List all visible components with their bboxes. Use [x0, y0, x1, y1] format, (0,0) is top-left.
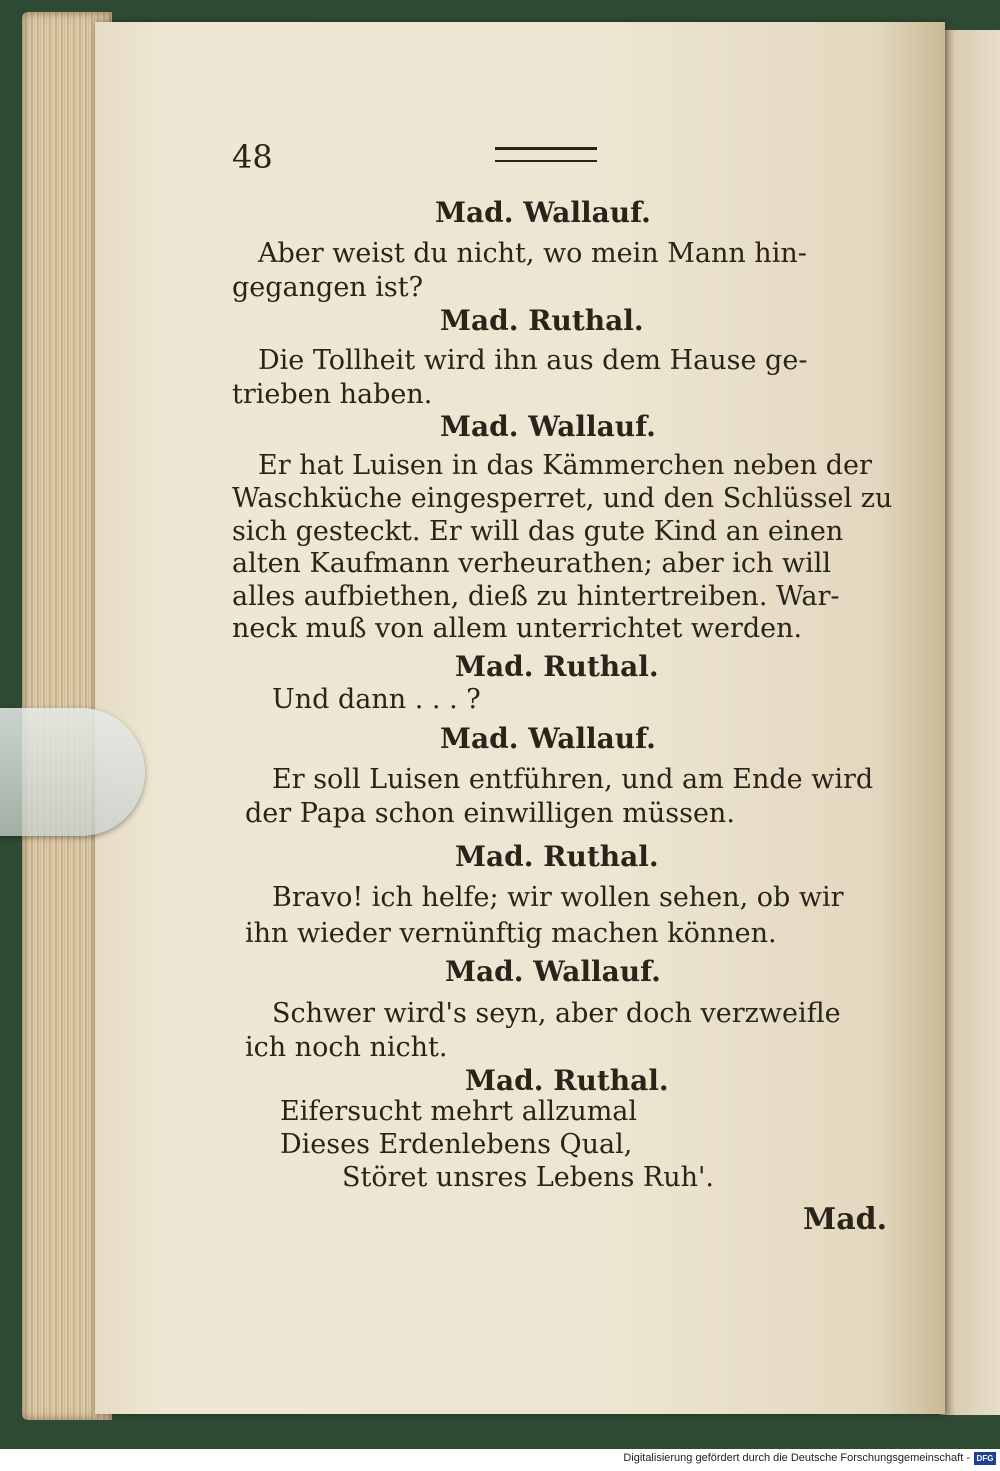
page-clip	[0, 708, 145, 836]
dialogue-line: Die Tollheit wird ihn aus dem Hause ge-	[258, 345, 808, 376]
funding-credit: Digitalisierung gefördert durch die Deutsche Forschungsgemeinschaft -	[623, 1452, 970, 1464]
speaker-heading: Mad. Wallauf.	[435, 196, 651, 229]
dialogue-line: Schwer wird's seyn, aber doch verzweifle	[272, 998, 841, 1029]
dialogue-line: Aber weist du nicht, wo mein Mann hin-	[258, 238, 807, 269]
header-rule	[495, 147, 597, 162]
dialogue-line: trieben haben.	[232, 379, 433, 410]
page-number: 48	[232, 138, 273, 176]
verse-line: Dieses Erdenlebens Qual,	[280, 1129, 633, 1160]
dfg-logo: DFG	[974, 1452, 996, 1465]
dialogue-line: neck muß von allem unterrichtet werden.	[232, 613, 803, 644]
facing-page-edge	[940, 30, 1000, 1415]
catchword: Mad.	[803, 1202, 888, 1237]
speaker-heading: Mad. Ruthal.	[455, 840, 659, 873]
speaker-heading: Mad. Wallauf.	[440, 722, 656, 755]
dialogue-line: sich gesteckt. Er will das gute Kind an einen	[232, 516, 844, 547]
dialogue-line: gegangen ist?	[232, 272, 424, 303]
speaker-heading: Mad. Ruthal.	[455, 650, 659, 683]
dialogue-line: alles aufbiethen, dieß zu hintertreiben. War-	[232, 581, 840, 612]
dialogue-line: der Papa schon einwilligen müssen.	[245, 798, 735, 829]
dialogue-line: ihn wieder vernünftig machen können.	[245, 918, 777, 949]
dialogue-line: Er soll Luisen entführen, und am Ende wird	[272, 764, 874, 795]
speaker-heading: Mad. Wallauf.	[440, 410, 656, 443]
dialogue-line: Bravo! ich helfe; wir wollen sehen, ob wir	[272, 882, 844, 913]
speaker-heading: Mad. Ruthal.	[465, 1064, 669, 1097]
dialogue-line: ich noch nicht.	[245, 1032, 448, 1063]
dialogue-line: Und dann . . . ?	[272, 684, 481, 715]
dialogue-line: Waschküche eingesperret, und den Schlüssel zu	[232, 483, 893, 514]
dialogue-line: alten Kaufmann verheurathen; aber ich will	[232, 548, 832, 579]
dialogue-line: Er hat Luisen in das Kämmerchen neben der	[258, 450, 872, 481]
speaker-heading: Mad. Ruthal.	[440, 304, 644, 337]
verse-line: Eifersucht mehrt allzumal	[280, 1096, 638, 1127]
speaker-heading: Mad. Wallauf.	[445, 955, 661, 988]
verse-line: Störet unsres Lebens Ruh'.	[342, 1162, 714, 1193]
